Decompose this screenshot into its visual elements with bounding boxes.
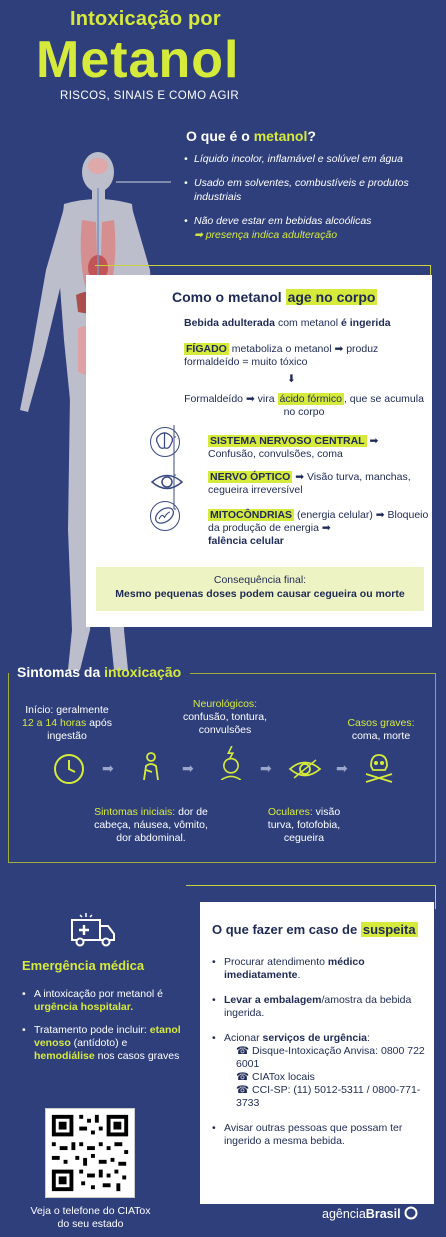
symptom-initial: Sintomas iniciais: dor de cabeça, náusea, vômito, dor abdominal. <box>94 806 208 844</box>
arrow-right-icon: ➡ <box>336 760 348 776</box>
arrow-right-icon: ➡ <box>102 760 114 776</box>
symptom-neurological: Neurológicos: confusão, tontura, convulsões <box>182 698 268 736</box>
arrow-right-icon: ➡ <box>182 760 194 776</box>
suspicion-card <box>200 902 434 1204</box>
effect-nervous-system: SISTEMA NERVOSO CENTRAL ➡ Confusão, convulsões, coma <box>208 435 379 460</box>
suspicion-list <box>212 956 426 1160</box>
title-top: Intoxicação por <box>70 8 221 30</box>
what-is-heading: O que é o metanol? <box>186 128 316 144</box>
symptoms-heading: Sintomas da intoxicação <box>17 664 182 680</box>
symptom-onset: Início: geralmente 12 a 14 horas após ingestão <box>22 704 112 742</box>
qr-code[interactable] <box>45 1108 135 1198</box>
brain-icon <box>150 427 180 457</box>
qr-caption: Veja o telefone do CIATox do seu estado <box>30 1205 151 1230</box>
emergency-list <box>22 988 187 1073</box>
clock-icon <box>52 752 86 786</box>
nausea-person-icon <box>134 750 168 784</box>
list-item: • Tratamento pode incluir: etanol venoso (antídoto) e hemodiálise nos casos graves <box>22 1024 187 1063</box>
list-item: • Líquido incolor, inflamável e solúvel em água <box>184 152 434 166</box>
symptom-severe: Casos graves: coma, morte <box>347 717 415 742</box>
list-item: • Avisar outras pessoas que possam ter ingerido a mesma bebida. <box>212 1122 426 1148</box>
mitochondria-icon <box>150 501 180 531</box>
list-item: • Procurar atendimento médico imediatamente. <box>212 956 426 982</box>
symptom-ocular: Oculares: visão turva, fotofobia, cegueira <box>267 806 341 844</box>
effect-optic-nerve: NERVO ÓPTICO ➡ Visão turva, manchas, cegueira irreversível <box>208 471 411 496</box>
list-item: • Não deve estar em bebidas alcoólicas ➡ presença indica adulteração <box>184 214 434 242</box>
brand-mark-icon <box>404 1206 418 1220</box>
step-liver: FÍGADO metaboliza o metanol ➡ produz formaldeído = muito tóxico <box>184 343 379 368</box>
phone-item: ☎ CIATox locais <box>236 1071 315 1083</box>
phone-list <box>224 1045 426 1110</box>
emergency-heading: Emergência médica <box>22 958 145 973</box>
skull-icon <box>362 750 396 784</box>
brand-logo: agênciaBrasil <box>322 1206 418 1221</box>
action-card <box>86 275 432 627</box>
list-item: • A intoxicação por metanol é urgência hospitalar. <box>22 988 187 1014</box>
list-item: • Levar a embalagem/amostra da bebida ingerida. <box>212 994 426 1020</box>
eye-icon <box>150 471 184 498</box>
subtitle: RISCOS, SINAIS E COMO AGIR <box>60 90 240 102</box>
what-is-list <box>184 152 434 252</box>
blurred-eye-icon <box>288 752 322 786</box>
action-heading: Como o metanol age no corpo <box>172 289 376 305</box>
headache-icon <box>214 746 248 780</box>
phone-item: ☎ Disque-Intoxicação Anvisa: 0800 722 6001 <box>236 1045 425 1070</box>
symptoms-frame-top <box>190 673 436 674</box>
list-item: • Acionar serviços de urgência: ☎ Disque-Intoxicação Anvisa: 0800 722 6001 ☎ CIATox locais ☎ CCI-SP: (11) 5012-5311 / 0800-771-3733 <box>212 1032 426 1110</box>
ambulance-icon <box>68 910 116 948</box>
arrow-right-icon: ➡ <box>260 760 272 776</box>
effect-mitochondria: MITOCÔNDRIAS (energia celular) ➡ Bloqueio da produção de energia ➡ falência celular <box>208 509 429 547</box>
list-item: • Usado em solventes, combustíveis e produtos industriais <box>184 176 434 204</box>
step-formic-acid: Formaldeído ➡ vira ácido fórmico , que se acumula no corpo <box>184 393 424 418</box>
arrow-down-icon: ⬇ <box>287 373 296 385</box>
phone-item: ☎ CCI-SP: (11) 5012-5311 / 0800-771-3733 <box>236 1084 421 1109</box>
step-ingestion: Bebida adulterada com metanol é ingerida <box>184 317 391 329</box>
suspicion-heading: O que fazer em caso de suspeita <box>212 922 416 937</box>
page-title: Metanol <box>36 31 240 89</box>
final-consequence: Consequência final: Mesmo pequenas doses podem causar cegueira ou morte <box>96 567 424 611</box>
